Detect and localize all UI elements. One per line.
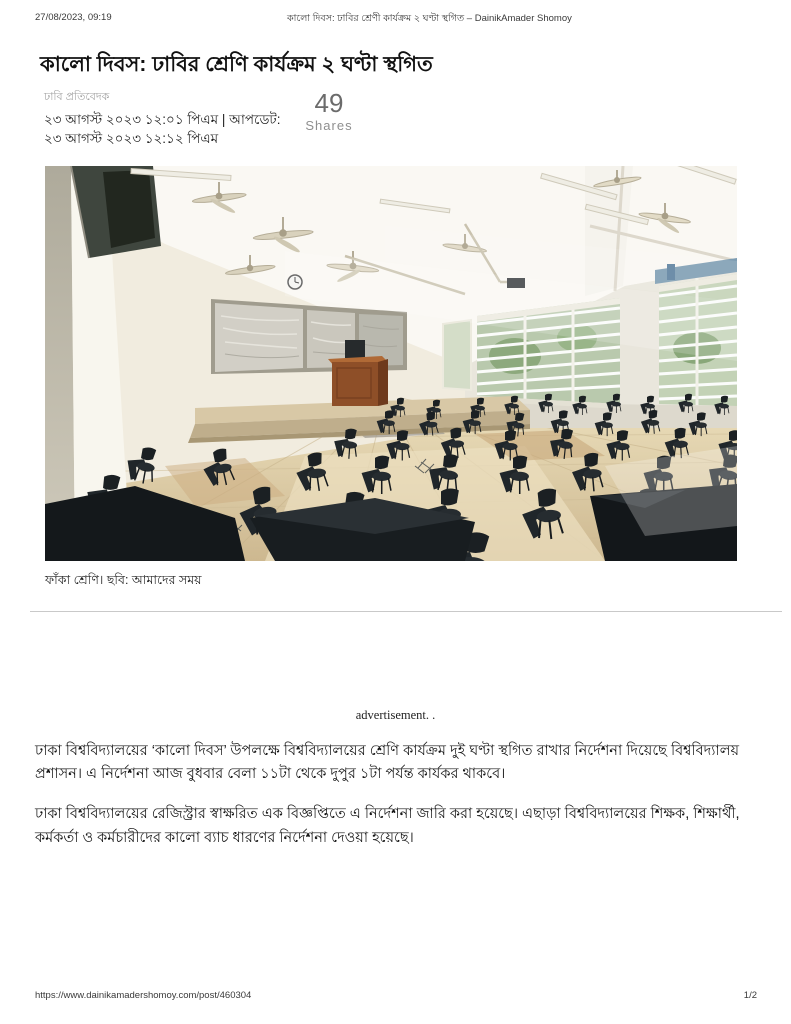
share-counter [298,90,360,133]
print-footer-url: https://www.dainikamadershomoy.com/post/460304 [35,990,252,1001]
section-divider [30,611,782,612]
print-header-page-title: কালো দিবস: ঢাবির শ্রেণী কার্যক্রম ২ ঘণ্টা স্থগিত – DainikAmader Shomoy [287,13,572,24]
share-count: 49 [314,88,344,118]
print-footer-page-number: 1/2 [743,990,757,1001]
photo-caption: ফাঁকা শ্রেণি। ছবি: আমাদের সময় [45,573,202,587]
article-byline: ঢাবি প্রতিবেদক [44,91,110,103]
article-meta [44,88,294,149]
article-paragraph: ঢাকা বিশ্ববিদ্যালয়ের ‘কালো দিবস’ উপলক্ষে বিশ্ববিদ্যালয়ের শ্রেণি কার্যক্রম দুই ঘণ্টা স্থগিত রাখার নির্দেশনা দিয়েছে বিশ্ববিদ্যালয় প্রশাসন। এ নির্দেশনা আজ বুধবার বেলা ১১টা থেকে দুপুর ১টা পর্যন্ত কার্যকর থাকবে। [35,743,740,783]
print-header-datetime: 27/08/2023, 09:19 [35,12,112,23]
article-publish-date: ২৩ আগস্ট ২০২৩ ১২:০১ পিএম | আপডেট: ২৩ আগস্ট ২০২৩ ১২:১২ পিএম [44,112,281,146]
article-photo [45,166,737,561]
article-title: কালো দিবস: ঢাবির শ্রেণি কার্যক্রম ২ ঘণ্টা স্থগিত [40,53,433,76]
article-paragraph: ঢাকা বিশ্ববিদ্যালয়ের রেজিস্ট্রার স্বাক্ষরিত এক বিজ্ঞপ্তিতে এ নির্দেশনা জারি করা হয়েছে। এছাড়া বিশ্ববিদ্যালয়ের শিক্ষক, শিক্ষার্থী, কর্মকর্তা ও কর্মচারীদের কালো ব্যাচ ধারণের নির্দেশনা দেওয়া হয়েছে। [35,806,740,846]
article-body [35,740,767,867]
advertisement-label: advertisement. . [355,708,436,722]
share-count-label: Shares [305,118,353,133]
